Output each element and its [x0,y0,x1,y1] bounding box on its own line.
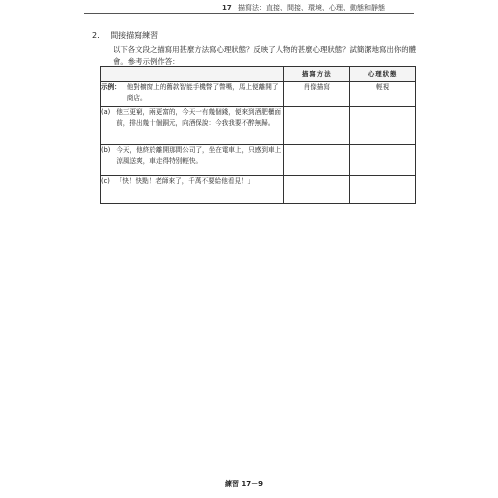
chapter-number: 17 [222,4,232,12]
question-label-a: (a) [101,108,111,116]
answer-state-c[interactable] [350,176,416,204]
question-cell-b [101,145,284,176]
header-method: 描寫方法 [284,67,350,82]
running-header [222,3,385,13]
question-label-c: (c) [101,177,110,185]
example-state-answer: 輕視 [350,82,416,107]
page-number: 練習 17－9 [225,480,264,488]
answer-method-a[interactable] [284,107,350,145]
instruction-text: 以下各文段之描寫用甚麼方法寫心理狀態？反映了人物的甚麼心理狀態？試簡潔地寫出你的體會。參考示例作答： [113,45,417,66]
table-row [101,107,416,145]
table-row [101,176,416,204]
example-question-cell [101,82,284,107]
section-number: 2. [92,31,100,40]
answer-method-b[interactable] [284,145,350,176]
section-title: 間接描寫練習 [110,31,159,40]
question-text-c: 「快！快點！老師來了，千萬不要給他看見！」 [115,177,255,185]
header-blank-cell [101,67,284,82]
header-rule [84,13,414,14]
section-heading [92,30,158,41]
chapter-title: 描寫法：直接、間接、環境、心理、動態和靜態 [237,4,385,12]
table-row [101,145,416,176]
answer-state-b[interactable] [350,145,416,176]
question-text-a: 他三更窮，兩更富的，今天一有幾個錢，便來到酒肥櫃面前，排出幾十個銅元，向酒保說：今我我要不醉無歸。 [116,108,282,127]
example-row [101,82,416,107]
answer-state-a[interactable] [350,107,416,145]
exercise-table [100,66,416,204]
question-cell-c [101,176,284,204]
example-method-answer: 肖像描寫 [284,82,350,107]
question-text-b: 今天，他終於離開那間公司了，坐在電車上，只感到車上涼風送爽，車走得特別輕快。 [116,146,282,165]
question-cell-a [101,107,284,145]
question-label-b: (b) [101,146,111,154]
header-state: 心理狀態 [350,67,416,82]
example-text: 他對櫥窗上的舊款智能手機瞥了瞥嘴，馬上便離開了商店。 [126,83,279,102]
example-label: 示例： [101,83,121,91]
answer-method-c[interactable] [284,176,350,204]
table-header-row [101,67,416,82]
